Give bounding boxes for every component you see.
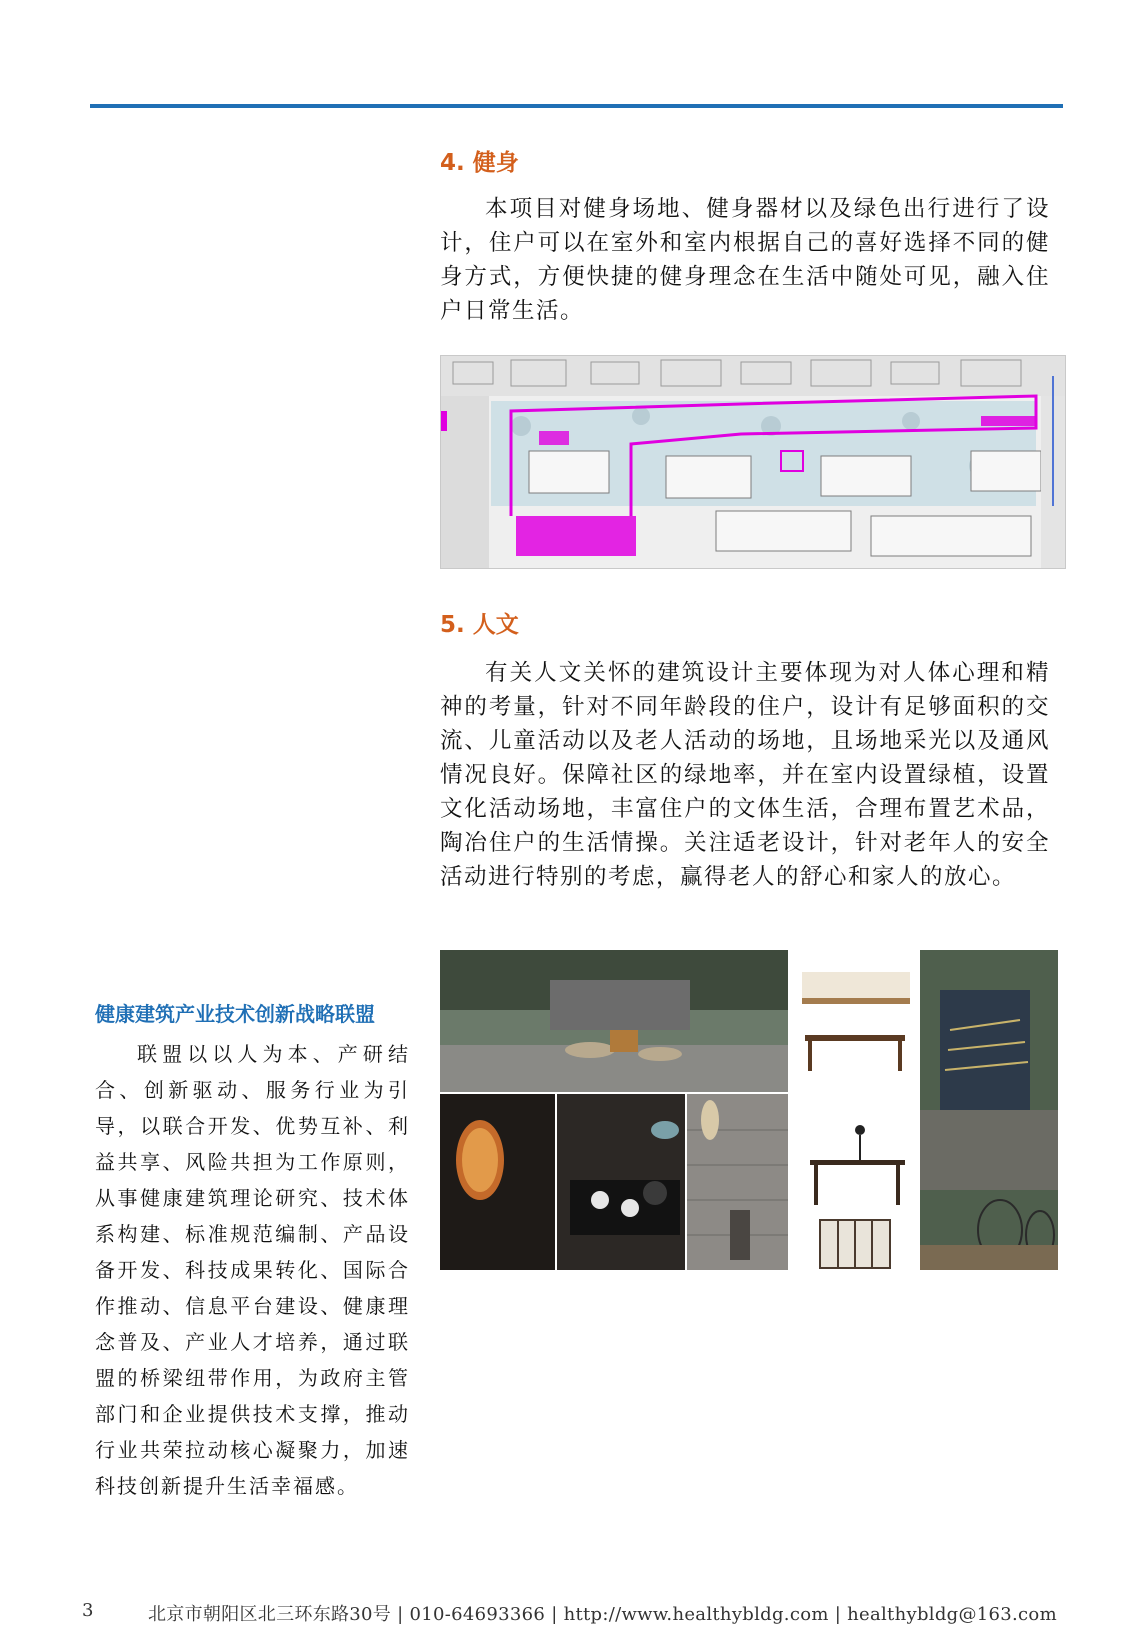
- section-title-humanities: 5. 人文: [440, 612, 519, 638]
- header-rule: [90, 104, 1063, 108]
- collage-drawing: [440, 950, 1058, 1270]
- courtyard-photo: [440, 950, 788, 1092]
- site-plan-drawing: [441, 356, 1065, 568]
- lantern-photo: [440, 1094, 555, 1270]
- footer-contact: 北京市朝阳区北三环东路30号 | 010-64693366 | http://www.healthybldg.com | healthybldg@163.com: [148, 1604, 1057, 1625]
- stone-wall-photo: [687, 1094, 788, 1270]
- page-number: 3: [82, 1600, 94, 1621]
- garden-walkway-photo: [920, 950, 1058, 1270]
- section-humanities: [440, 610, 1050, 894]
- furniture-photos: [790, 950, 918, 1270]
- alliance-sidebar: [95, 1000, 410, 1504]
- tea-set-photo: [557, 1094, 685, 1270]
- alliance-title: 健康建筑产业技术创新战略联盟: [95, 1002, 375, 1026]
- site-plan-image: [440, 355, 1066, 569]
- section-title-fitness: 4. 健身: [440, 150, 519, 176]
- section-body-humanities: 有关人文关怀的建筑设计主要体现为对人体心理和精神的考量，针对不同年龄段的住户，设计有足够面积的交流、儿童活动以及老人活动的场地，且场地采光以及通风情况良好。保障社区的绿地率，并在室内设置绿植，设置文化活动场地，丰富住户的文体生活，合理布置艺术品，陶冶住户的生活情操。关注适老设计，针对老年人的安全活动进行特别的考虑，赢得老人的舒心和家人的放心。: [440, 660, 1050, 890]
- photo-collage: [440, 950, 1058, 1270]
- section-body-fitness: 本项目对健身场地、健身器材以及绿色出行进行了设计，住户可以在室外和室内根据自己的喜好选择不同的健身方式，方便快捷的健身理念在生活中随处可见，融入住户日常生活。: [440, 196, 1050, 324]
- section-fitness: [440, 148, 1050, 328]
- alliance-description: 联盟以以人为本、产研结合、创新驱动、服务行业为引导，以联合开发、优势互补、利益共享、风险共担为工作原则，从事健康建筑理论研究、技术体系构建、标准规范编制、产品设备开发、科技成果转化、国际合作推动、信息平台建设、健康理念普及、产业人才培养，通过联盟的桥梁纽带作用，为政府主管部门和企业提供技术支撑，推动行业共荣拉动核心凝聚力，加速科技创新提升生活幸福感。: [95, 1042, 410, 1498]
